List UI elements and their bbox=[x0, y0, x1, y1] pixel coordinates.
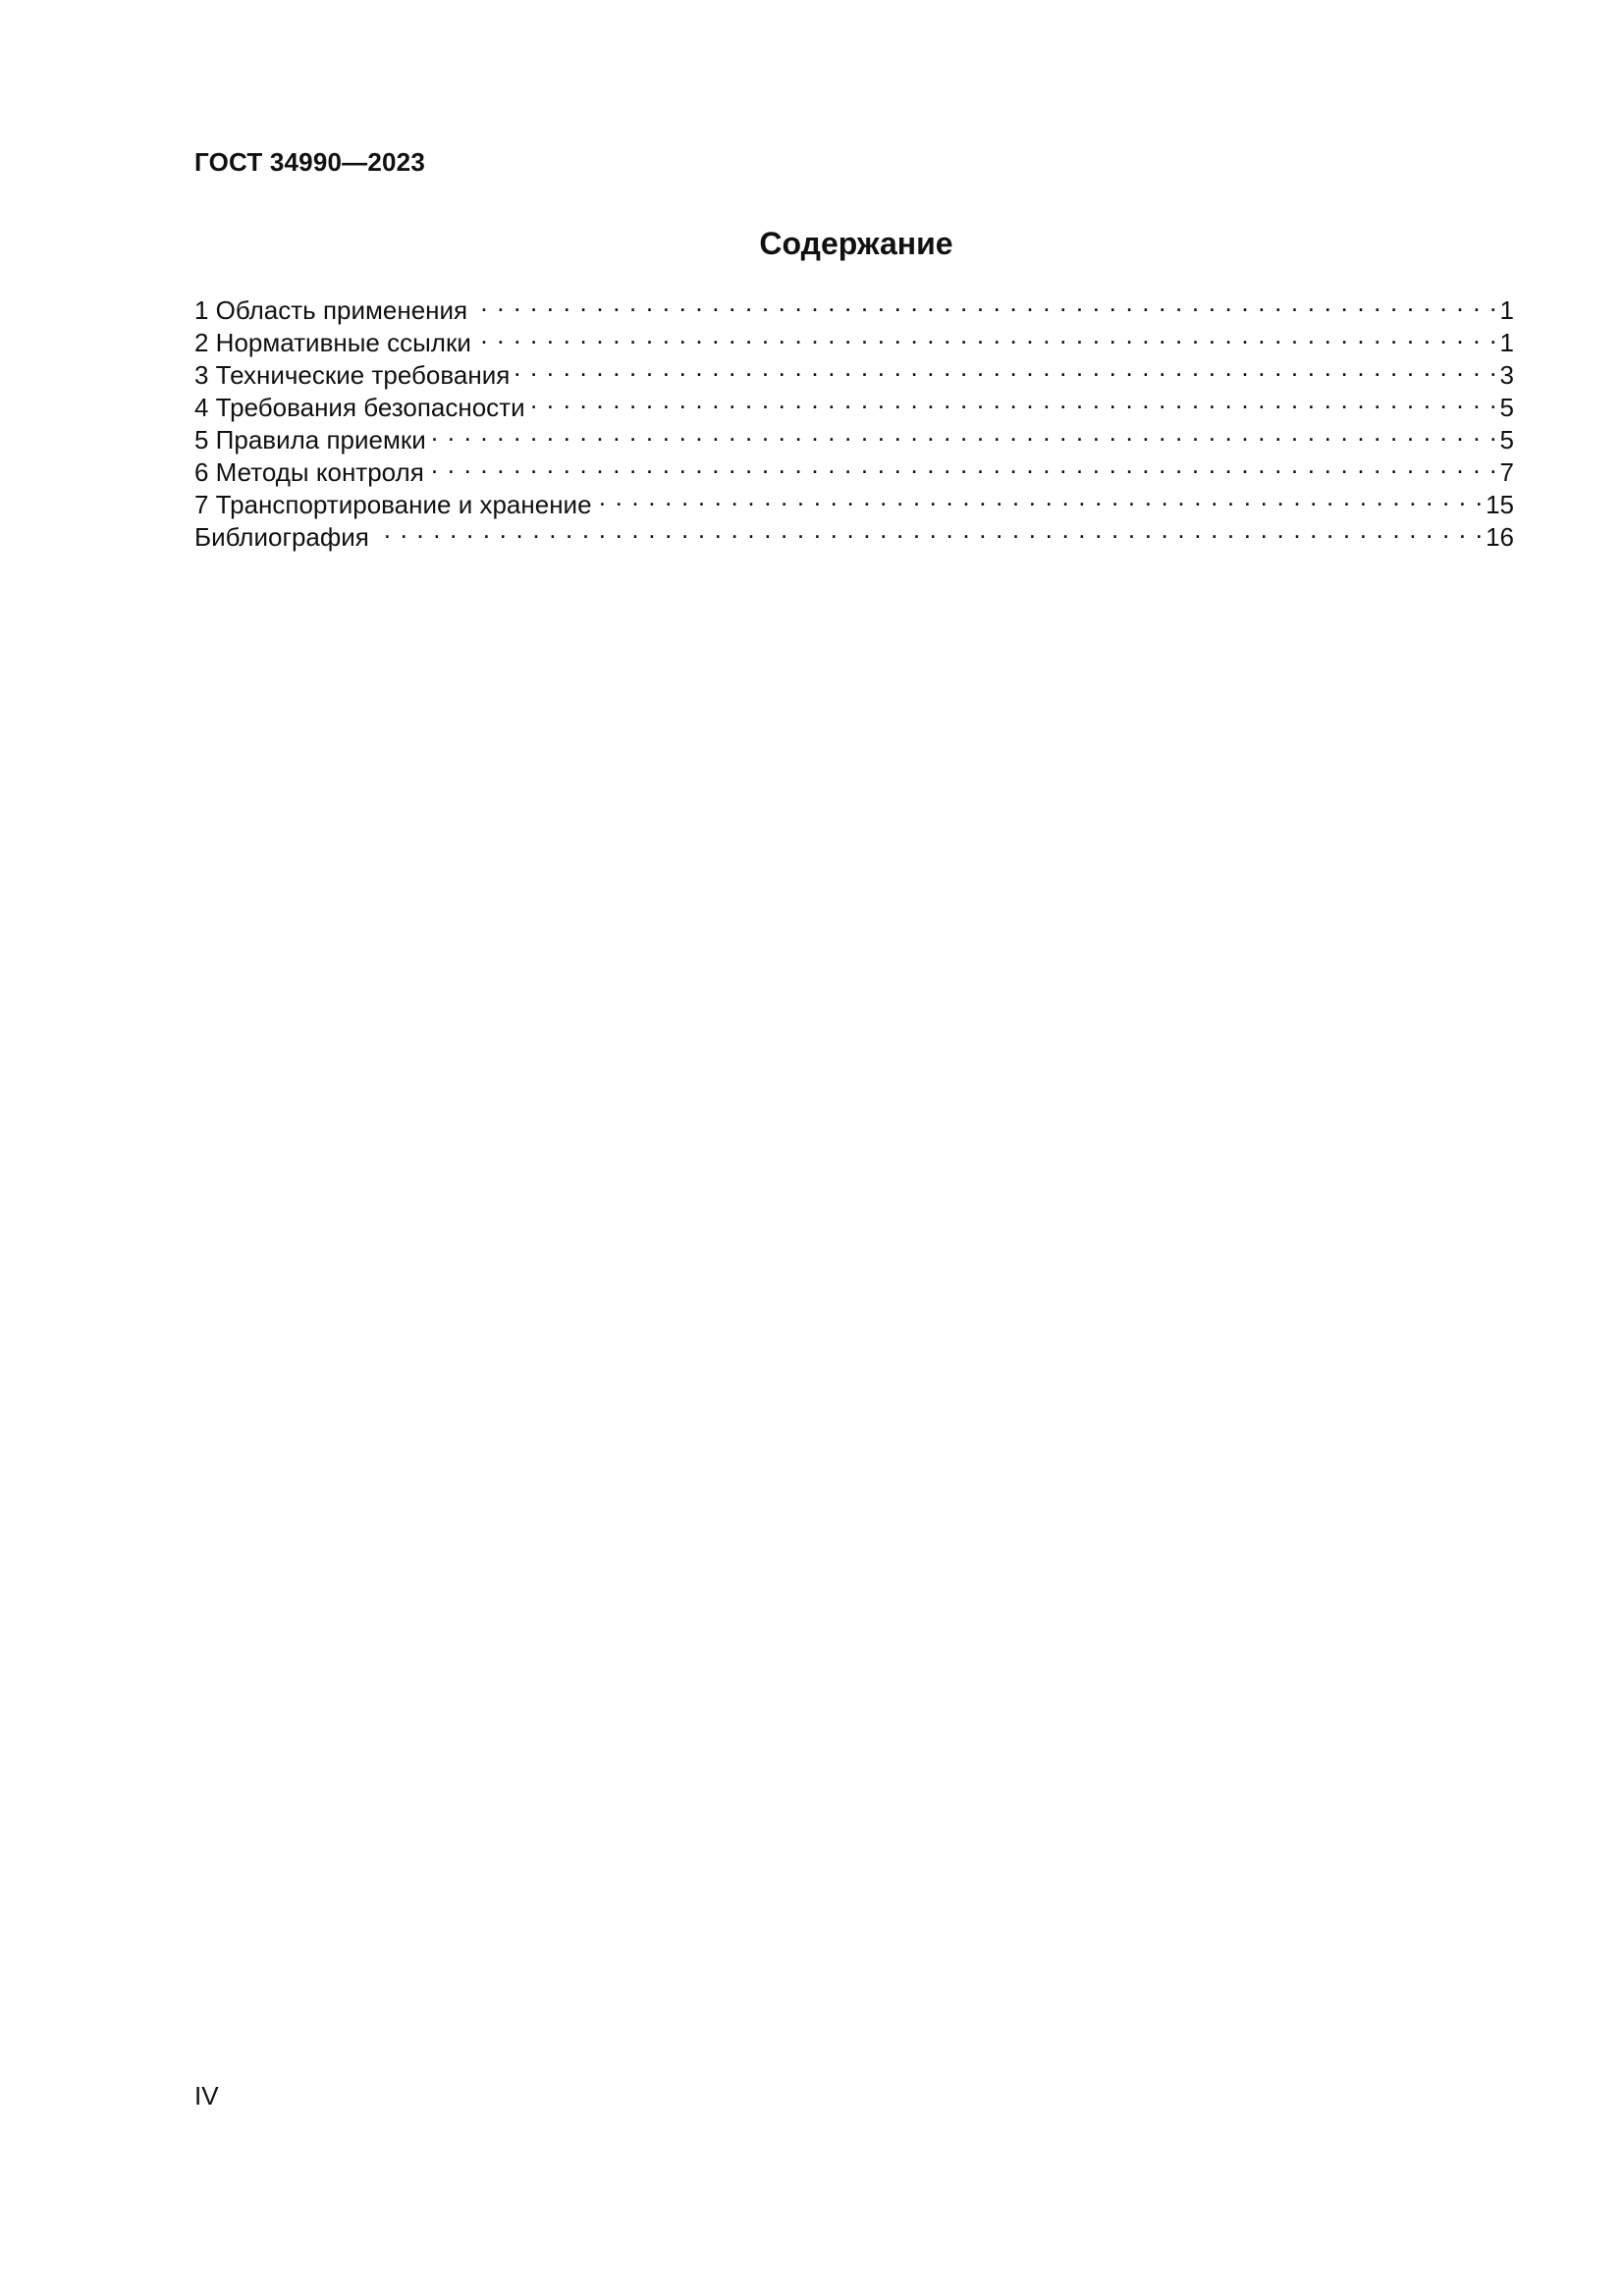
toc-entry-label: 1 Область применения bbox=[194, 295, 468, 325]
toc-entry-label: 4 Требования безопасности bbox=[194, 393, 525, 422]
toc-leader-dots bbox=[598, 481, 1485, 513]
toc-entry-label: 3 Технические требования bbox=[194, 360, 511, 390]
toc-entry-page: 1 bbox=[1499, 328, 1514, 357]
toc-entry-page: 16 bbox=[1486, 522, 1514, 552]
toc-entry-page: 1 bbox=[1499, 295, 1514, 325]
table-of-contents bbox=[194, 287, 1514, 552]
toc-leader-dots bbox=[477, 319, 1498, 351]
toc-entry[interactable] bbox=[194, 287, 1514, 325]
toc-entry-label: 2 Нормативные ссылки bbox=[194, 328, 471, 357]
toc-entry-label: 5 Правила приемки bbox=[194, 425, 426, 454]
toc-entry-label: 7 Транспортирование и хранение bbox=[194, 490, 592, 519]
toc-entry-page: 3 bbox=[1499, 360, 1514, 390]
toc-leader-dots bbox=[473, 287, 1497, 319]
toc-leader-dots bbox=[432, 416, 1498, 449]
toc-leader-dots bbox=[430, 449, 1498, 481]
document-code: ГОСТ 34990—2023 bbox=[194, 147, 425, 177]
toc-leader-dots bbox=[515, 351, 1497, 384]
toc-entry-page: 5 bbox=[1499, 425, 1514, 454]
page-number: IV bbox=[194, 2081, 219, 2110]
toc-title: Содержание bbox=[759, 226, 953, 261]
toc-leader-dots bbox=[375, 513, 1484, 546]
toc-entry-page: 5 bbox=[1499, 393, 1514, 422]
toc-leader-dots bbox=[531, 384, 1498, 416]
toc-entry-page: 15 bbox=[1486, 490, 1514, 519]
toc-entry[interactable] bbox=[194, 513, 1514, 552]
toc-entry-page: 7 bbox=[1499, 457, 1514, 487]
toc-entry-label: 6 Методы контроля bbox=[194, 457, 424, 487]
toc-entry-label: Библиография bbox=[194, 522, 369, 552]
